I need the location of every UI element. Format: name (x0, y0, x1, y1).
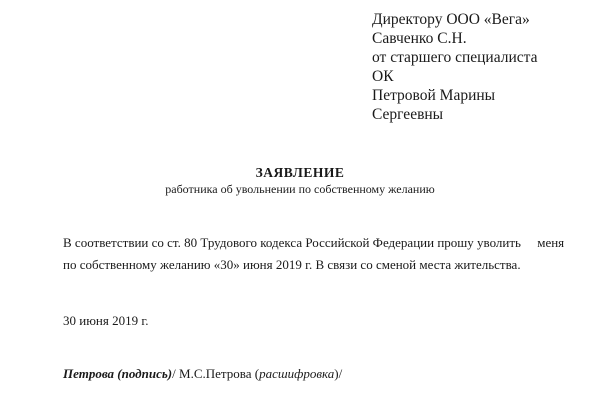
signature-separator: / (172, 366, 180, 381)
addressee-line-patronymic: Сергеевны (372, 106, 444, 123)
addressee-line-department: ОК (372, 68, 394, 85)
addressee-line-name: Савченко С.Н. (372, 30, 467, 47)
document-title: ЗАЯВЛЕНИЕ (255, 165, 345, 180)
signature-decode-close: )/ (334, 366, 343, 381)
signature-name: М.С.Петрова (179, 366, 252, 381)
addressee-line-surname: Петровой Марины (372, 87, 496, 104)
body-text-line-2: по собственному желанию «30» июня 2019 г. В связи со сменой места жительства. (63, 257, 521, 272)
signature-decode-open: ( (251, 366, 260, 381)
document-date: 30 июня 2019 г. (63, 313, 149, 328)
addressee-line-from: от старшего специалиста (372, 49, 538, 66)
document-subtitle: работника об увольнении по собственному желанию (165, 182, 435, 196)
signature-signer: Петрова (63, 366, 115, 381)
signature-sign-label: (подпись) (117, 366, 173, 381)
signature-decode-label: расшифровка (259, 366, 335, 381)
body-text-line-1: В соответствии со ст. 80 Трудового кодекса Российской Федерации прошу уволить меня (63, 235, 565, 250)
signature-line (63, 366, 342, 382)
addressee-line-director: Директору ООО «Вега» (372, 11, 530, 28)
addressee-block (372, 10, 592, 124)
